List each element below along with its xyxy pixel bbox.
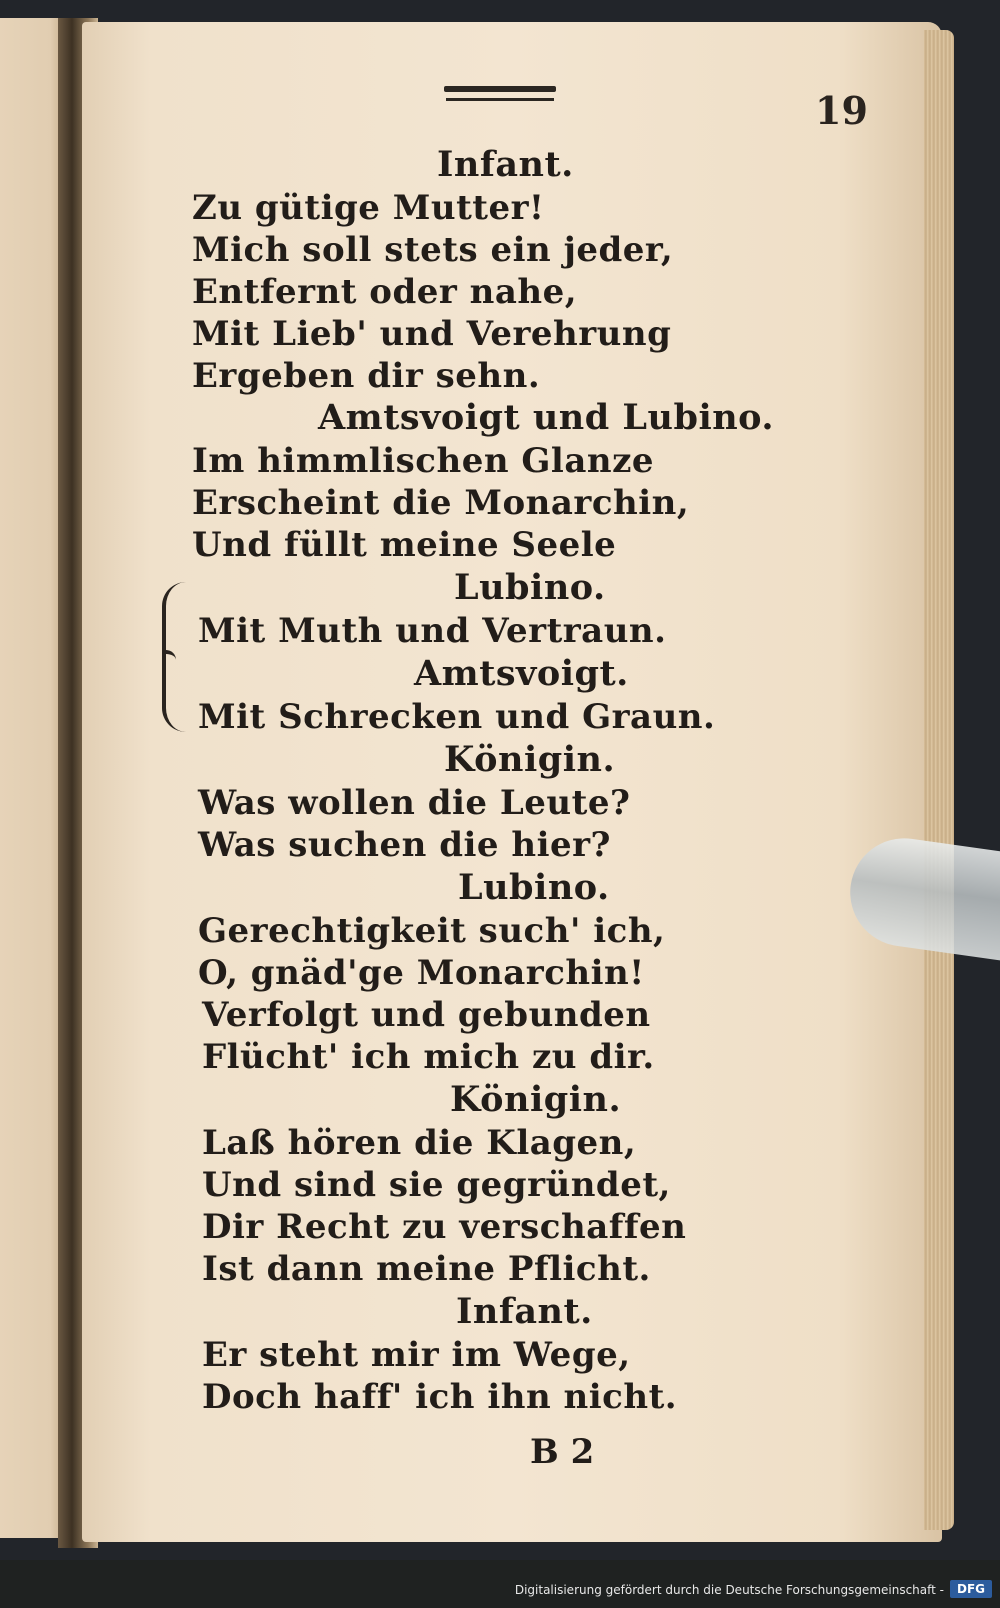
verse-line: Gerechtigkeit such' ich, [198, 911, 666, 951]
verse-line: Laß hören die Klagen, [202, 1123, 637, 1163]
verse-line: Ergeben dir sehn. [192, 356, 541, 396]
speaker-name: Infant. [456, 1291, 593, 1332]
verse-line: Im himmlischen Glanze [192, 441, 655, 481]
verse-line: Ist dann meine Pflicht. [202, 1249, 651, 1289]
verse-line: Dir Recht zu verschaffen [202, 1207, 687, 1247]
verse-line: Und sind sie gegründet, [202, 1165, 671, 1205]
speaker-name: Königin. [450, 1079, 622, 1120]
signature-mark: B 2 [530, 1432, 595, 1472]
digitization-credit: Digitalisierung gefördert durch die Deutsche Forschungsgemeinschaft - [514, 1583, 944, 1597]
verse-line: Zu gütige Mutter! [192, 188, 545, 228]
verse-line: Er steht mir im Wege, [202, 1335, 631, 1375]
speaker-name: Amtsvoigt und Lubino. [318, 397, 775, 438]
verse-line: Mich soll stets ein jeder, [192, 230, 674, 270]
speaker-name: Infant. [437, 144, 574, 185]
verse-line: Entfernt oder nahe, [192, 272, 578, 312]
verse-line: Doch haff' ich ihn nicht. [202, 1377, 678, 1417]
dfg-logo: DFG [950, 1580, 992, 1598]
verse-line: Mit Schrecken und Graun. [198, 697, 716, 737]
verse-line: Erscheint die Monarchin, [192, 483, 690, 523]
verse-line: Und füllt meine Seele [192, 525, 617, 565]
verse-line: Was suchen die hier? [198, 825, 611, 865]
verse-line: Flücht' ich mich zu dir. [202, 1037, 655, 1077]
speaker-name: Amtsvoigt. [414, 653, 629, 694]
verse-line: Verfolgt und gebunden [202, 995, 651, 1035]
page-number: 19 [815, 88, 868, 133]
speaker-name: Lubino. [454, 567, 606, 608]
speaker-name: Lubino. [458, 867, 610, 908]
speaker-name: Königin. [444, 739, 616, 780]
verse-line: Mit Lieb' und Verehrung [192, 314, 672, 354]
verse-line: Was wollen die Leute? [198, 783, 631, 823]
verse-line: O, gnäd'ge Monarchin! [198, 953, 645, 993]
verse-line: Mit Muth und Vertraun. [198, 611, 667, 651]
